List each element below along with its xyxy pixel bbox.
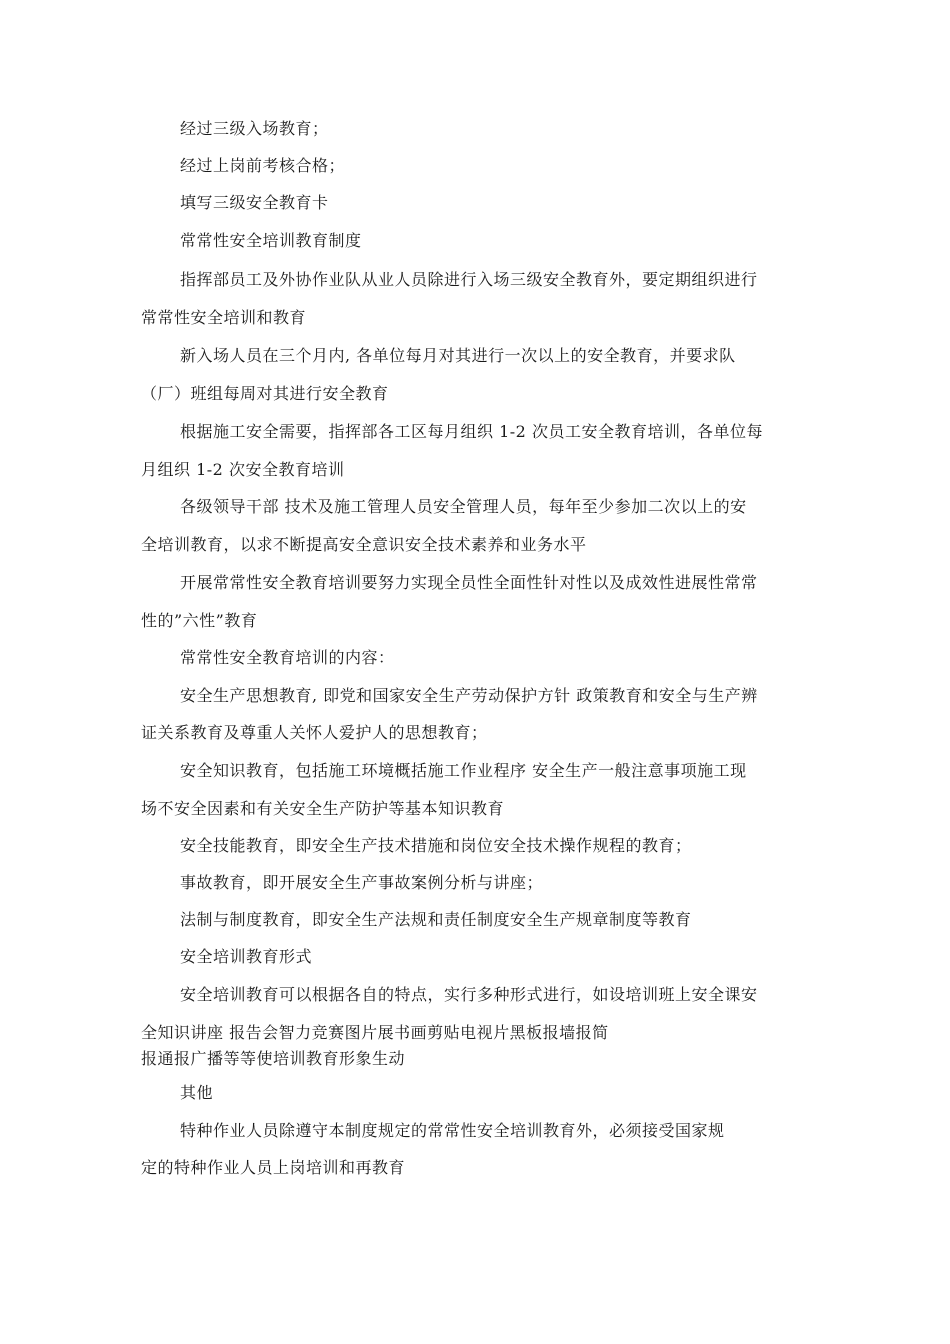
- paragraph-line: 特种作业人员除遵守本制度规定的常常性安全培训教育外，必须接受国家规: [180, 1121, 725, 1140]
- section-heading: 常常性安全培训教育制度: [180, 231, 362, 250]
- paragraph-line: 各级领导干部 技术及施工管理人员安全管理人员，每年至少参加二次以上的安: [180, 497, 747, 516]
- paragraph-line: 经过三级入场教育；: [180, 119, 329, 138]
- paragraph-line: 填写三级安全教育卡: [180, 193, 329, 212]
- paragraph-line: 安全生产思想教育, 即党和国家安全生产劳动保护方针 政策教育和安全与生产辨: [180, 686, 758, 705]
- paragraph-line: 性的”六性”教育: [141, 611, 258, 630]
- section-heading: 安全培训教育形式: [180, 947, 313, 966]
- paragraph-line: 事故教育，即开展安全生产事故案例分析与讲座；: [180, 873, 544, 892]
- section-heading: 其他: [180, 1083, 214, 1102]
- paragraph-line: 全培训教育，以求不断提高安全意识安全技术素养和业务水平: [141, 535, 587, 554]
- paragraph-line: 安全培训教育可以根据各自的特点，实行多种形式进行，如设培训班上安全课安: [180, 985, 758, 1004]
- section-heading: 常常性安全教育培训的内容：: [180, 648, 395, 667]
- paragraph-line: 安全技能教育，即安全生产技术措施和岗位安全技术操作规程的教育；: [180, 836, 692, 855]
- paragraph-line: 开展常常性安全教育培训要努力实现全员性全面性针对性以及成效性进展性常常: [180, 573, 758, 592]
- paragraph-line: 法制与制度教育，即安全生产法规和责任制度安全生产规章制度等教育: [180, 910, 692, 929]
- paragraph-line: 定的特种作业人员上岗培训和再教育: [141, 1158, 406, 1177]
- paragraph-line: 安全知识教育，包括施工环境概括施工作业程序 安全生产一般注意事项施工现: [180, 761, 747, 780]
- paragraph-line: 经过上岗前考核合格；: [180, 156, 346, 175]
- paragraph-line: 根据施工安全需要，指挥部各工区每月组织 1-2 次员工安全教育培训，各单位每: [180, 422, 763, 441]
- paragraph-line: 指挥部员工及外协作业队从业人员除进行入场三级安全教育外，要定期组织进行: [180, 270, 758, 289]
- paragraph-line: 全知识讲座 报告会智力竞赛图片展书画剪贴电视片黑板报墙报简: [141, 1023, 609, 1042]
- paragraph-line: 新入场人员在三个月内, 各单位每月对其进行一次以上的安全教育，并要求队: [180, 346, 736, 365]
- paragraph-line: （厂）班组每周对其进行安全教育: [141, 384, 389, 403]
- paragraph-line: 报通报广播等等使培训教育形象生动: [141, 1049, 406, 1068]
- paragraph-line: 月组织 1-2 次安全教育培训: [141, 460, 345, 479]
- paragraph-line: 场不安全因素和有关安全生产防护等基本知识教育: [141, 799, 505, 818]
- paragraph-line: 证关系教育及尊重人关怀人爱护人的思想教育；: [141, 723, 488, 742]
- paragraph-line: 常常性安全培训和教育: [141, 308, 307, 327]
